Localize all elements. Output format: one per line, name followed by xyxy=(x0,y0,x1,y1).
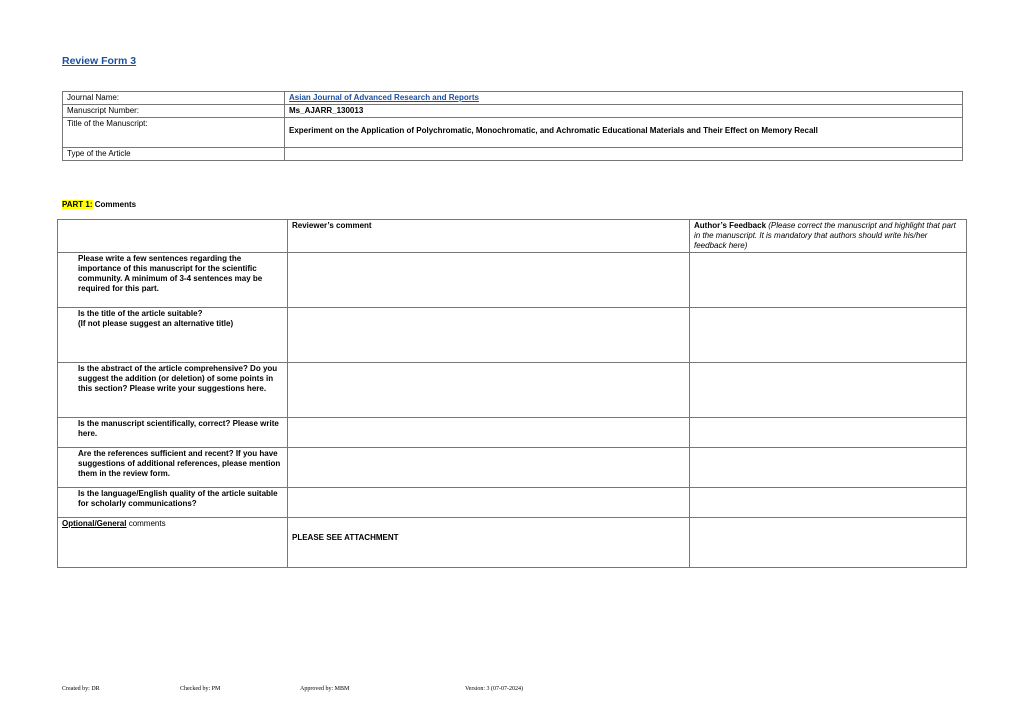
part1-label: PART 1: xyxy=(62,200,93,209)
author-feedback-cell[interactable] xyxy=(690,363,967,418)
type-row xyxy=(63,148,963,161)
journal-link[interactable]: Asian Journal of Advanced Research and Reports xyxy=(289,93,479,102)
question-row xyxy=(58,308,967,363)
comments-header-row xyxy=(58,220,967,253)
header-empty-cell xyxy=(58,220,288,253)
reviewer-comment-cell[interactable] xyxy=(288,308,690,363)
general-comments-row xyxy=(58,518,967,568)
general-comments-label xyxy=(58,518,288,568)
title-row xyxy=(63,118,963,148)
title-value-cell xyxy=(285,118,963,148)
author-feedback-cell[interactable] xyxy=(690,308,967,363)
general-author-cell[interactable] xyxy=(690,518,967,568)
part1-heading xyxy=(62,200,136,209)
reviewer-comment-cell[interactable] xyxy=(288,253,690,308)
general-reviewer-cell[interactable] xyxy=(288,518,690,568)
question-row xyxy=(58,253,967,308)
reviewer-comment-cell[interactable] xyxy=(288,363,690,418)
author-feedback-cell[interactable] xyxy=(690,253,967,308)
footer-checked: Checked by: PM xyxy=(180,686,221,692)
footer-created: Created by: DR xyxy=(62,686,100,692)
question-title: Is the title of the article suitable? (If not please suggest an alternative title) xyxy=(58,308,288,363)
author-feedback-cell[interactable] xyxy=(690,488,967,518)
author-feedback-header xyxy=(690,220,967,253)
question-scientific: Is the manuscript scientifically, correct? Please write here. xyxy=(58,418,288,448)
author-feedback-note: (Please correct the manuscript and highlight that part in the manuscript. It is mandatory that authors should write his/her feedback here) xyxy=(694,221,956,250)
reviewer-comment-cell[interactable] xyxy=(288,418,690,448)
attachment-note: PLEASE SEE ATTACHMENT xyxy=(292,533,399,542)
manuscript-title: Experiment on the Application of Polychromatic, Monochromatic, and Achromatic Educational Materials and Their Effect on Memory Recall xyxy=(289,126,818,135)
manuscript-info-table xyxy=(62,91,963,161)
author-feedback-cell[interactable] xyxy=(690,418,967,448)
footer-version: Version: 3 (07-07-2024) xyxy=(465,686,523,692)
footer-approved: Approved by: MBM xyxy=(300,686,350,692)
question-row xyxy=(58,448,967,488)
form-title: Review Form 3 xyxy=(62,55,137,67)
reviewer-comment-cell[interactable] xyxy=(288,488,690,518)
question-abstract: Is the abstract of the article comprehensive? Do you suggest the addition (or deletion) of some points in this section? Please write your suggestions here. xyxy=(58,363,288,418)
question-language: Is the language/English quality of the article suitable for scholarly communications? xyxy=(58,488,288,518)
manuscript-number: Ms_AJARR_130013 xyxy=(285,105,963,118)
comments-table xyxy=(57,219,967,568)
question-importance: Please write a few sentences regarding the importance of this manuscript for the scientific community. A minimum of 3-4 sentences may be required for this part. xyxy=(58,253,288,308)
journal-label: Journal Name: xyxy=(63,92,285,105)
author-feedback-cell[interactable] xyxy=(690,448,967,488)
question-row xyxy=(58,418,967,448)
author-feedback-title: Author’s Feedback xyxy=(694,221,767,230)
type-value xyxy=(285,148,963,161)
reviewer-comment-header: Reviewer’s comment xyxy=(288,220,690,253)
question-row xyxy=(58,488,967,518)
journal-value xyxy=(285,92,963,105)
reviewer-comment-cell[interactable] xyxy=(288,448,690,488)
general-label-rest: comments xyxy=(126,519,166,528)
type-label: Type of the Article xyxy=(63,148,285,161)
title-label: Title of the Manuscript: xyxy=(63,118,285,148)
general-label: Optional/General xyxy=(62,519,127,528)
journal-row xyxy=(63,92,963,105)
manuscript-row xyxy=(63,105,963,118)
part1-title: Comments xyxy=(92,200,137,209)
question-references: Are the references sufficient and recent? If you have suggestions of additional references, please mention them in the review form. xyxy=(58,448,288,488)
question-row xyxy=(58,363,967,418)
manuscript-label: Manuscript Number: xyxy=(63,105,285,118)
